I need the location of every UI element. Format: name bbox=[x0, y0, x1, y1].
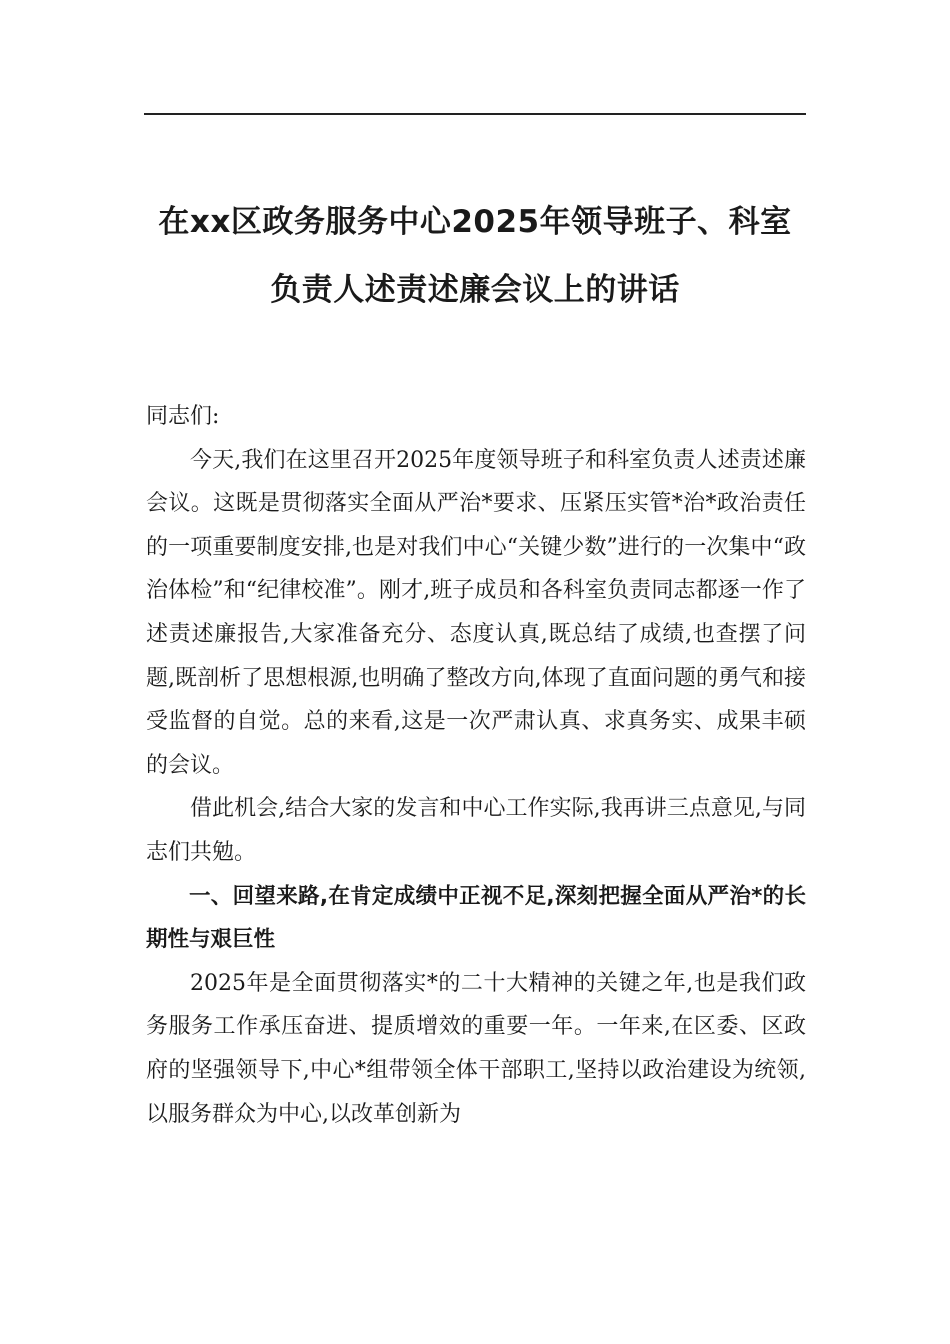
document-body bbox=[146, 395, 806, 1136]
paragraph-opening: 今天,我们在这里召开2025年度领导班子和科室负责人述责述廉会议。这既是贯彻落实全面从严治*要求、压紧压实管*治*政治责任的一项重要制度安排,也是对我们中心“关键少数”进行的一次集中“政治体检”和“纪律校准”。刚才,班子成员和各科室负责同志都逐一作了述责述廉报告,大家准备充分、态度认真,既总结了成绩,也查摆了问题,既剖析了思想根源,也明确了整改方向,体现了直面问题的勇气和接受监督的自觉。总的来看,这是一次严肃认真、求真务实、成果丰硕的会议。 bbox=[146, 447, 806, 778]
section-paragraph: 2025年是全面贯彻落实*的二十大精神的关键之年,也是我们政务服务工作承压奋进、提质增效的重要一年。一年来,在区委、区政府的坚强领导下,中心*组带领全体干部职工,坚持以政治建设为统领,以服务群众为中心,以改革创新为 bbox=[146, 970, 806, 1127]
salutation: 同志们: bbox=[146, 404, 220, 429]
document-title: 在xx区政务服务中心2025年领导班子、科室负责人述责述廉会议上的讲话 bbox=[158, 204, 792, 308]
section-heading: 一、回望来路,在肯定成绩中正视不足,深刻把握全面从严治*的长期性与艰巨性 bbox=[146, 883, 806, 953]
paragraph-transition: 借此机会,结合大家的发言和中心工作实际,我再讲三点意见,与同志们共勉。 bbox=[146, 796, 806, 865]
header-rule bbox=[144, 113, 806, 115]
